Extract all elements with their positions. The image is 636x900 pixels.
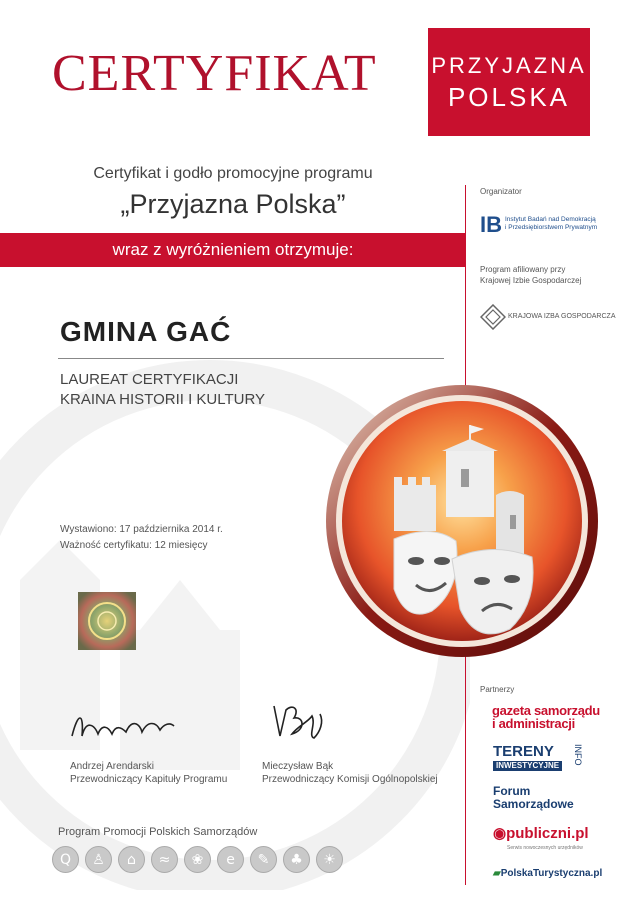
signatory-1-name: Andrzej Arendarski — [70, 761, 154, 772]
program-name: „Przyjazna Polska” — [120, 189, 346, 219]
ib-logo-line-2: i Przedsiębiorstwem Prywatnym — [505, 224, 598, 231]
ib-logo-line-1: Instytut Badań nad Demokracją — [505, 216, 596, 223]
forum-line-2: Samorządowe — [493, 797, 574, 811]
publiczni-mark-icon: ◉ — [493, 825, 507, 842]
tereny-sub: INWESTYCYJNE — [493, 761, 562, 771]
publiczni-text — [493, 826, 589, 841]
issue-info — [60, 522, 223, 554]
logo-line-2: POLSKA — [447, 82, 571, 112]
organizer-label: Organizator — [480, 187, 522, 196]
signature-bak — [268, 702, 328, 742]
ibndipp-logo — [480, 214, 606, 240]
nature-icon: ♣ — [283, 846, 310, 873]
ib-mark-icon: IB — [480, 212, 502, 237]
polska-turystyczna-mark-icon: ▰ — [493, 868, 501, 879]
hologram-sticker-icon — [78, 592, 136, 650]
forum-samorzadowe-logo — [493, 785, 574, 811]
footer-program-label: Program Promocji Polskich Samorządów — [58, 826, 258, 838]
lotus-icon: ❀ — [184, 846, 211, 873]
gazeta-samorzadu-logo — [492, 704, 600, 730]
quality-icon: Q — [52, 846, 79, 873]
signatory-1 — [70, 760, 227, 786]
publiczni-subtitle: Serwis nowoczesnych urzędników — [507, 845, 583, 851]
przyjazna-polska-logo — [428, 28, 590, 136]
tereny-main: TERENY — [493, 743, 554, 760]
award-text — [60, 370, 265, 410]
affiliation-line-1: Program afiliowany przy — [480, 265, 566, 274]
red-band — [0, 233, 466, 267]
education-icon: ✎ — [250, 846, 277, 873]
recipient-name: GMINA GAĆ — [60, 316, 232, 347]
affiliation-line-2: Krajowej Izbie Gospodarczej — [480, 276, 582, 285]
publiczni-name: publiczni.pl — [506, 825, 589, 842]
logo-line-1: PRZYJAZNA — [431, 53, 587, 78]
polska-turystyczna-logo — [493, 868, 602, 879]
award-line-2: KRAINA HISTORII I KULTURY — [60, 391, 266, 408]
signatory-1-role: Przewodniczący Kapituły Programu — [70, 774, 228, 785]
signatory-2 — [262, 760, 438, 786]
kig-logo-text: KRAJOWA IZBA GOSPODARCZA — [508, 313, 616, 320]
polska-turystyczna-text: PolskaTurystyczna.pl — [500, 868, 603, 879]
signature-arendarski — [68, 706, 178, 746]
landscape-icon: ≈ — [151, 846, 178, 873]
signatory-2-role: Przewodniczący Komisji Ogólnopolskiej — [262, 774, 438, 785]
band-text: wraz z wyróżnieniem otrzymuje: — [112, 240, 354, 259]
affiliation-label — [480, 264, 581, 286]
family-icon: ♙ — [85, 846, 112, 873]
forum-line-1: Forum — [493, 784, 531, 798]
ecology-icon: e — [217, 846, 244, 873]
award-line-1: LAUREAT CERTYFIKACJI — [60, 371, 239, 388]
tourism-icon: ⌂ — [118, 846, 145, 873]
partners-label: Partnerzy — [480, 685, 515, 694]
tereny-info: INFO — [573, 744, 583, 766]
recipient-underline — [58, 358, 444, 359]
intro-text: Certyfikat i godło promocyjne programu — [93, 165, 373, 182]
certificate-title: CERTYFIKAT — [52, 45, 377, 102]
validity-period: Ważność certyfikatu: 12 miesięcy — [60, 540, 208, 551]
footer-icon-row — [52, 846, 343, 873]
kraina-historii-emblem — [324, 383, 600, 659]
kig-mark-icon — [480, 304, 506, 330]
issue-date: Wystawiono: 17 października 2014 r. — [60, 524, 223, 535]
gazeta-line-2: i administracji — [492, 716, 575, 731]
ib-logo-text — [505, 216, 597, 232]
gazeta-line-1: gazeta samorządu — [492, 703, 600, 718]
sun-icon: ☀ — [316, 846, 343, 873]
signatory-2-name: Mieczysław Bąk — [262, 761, 334, 772]
